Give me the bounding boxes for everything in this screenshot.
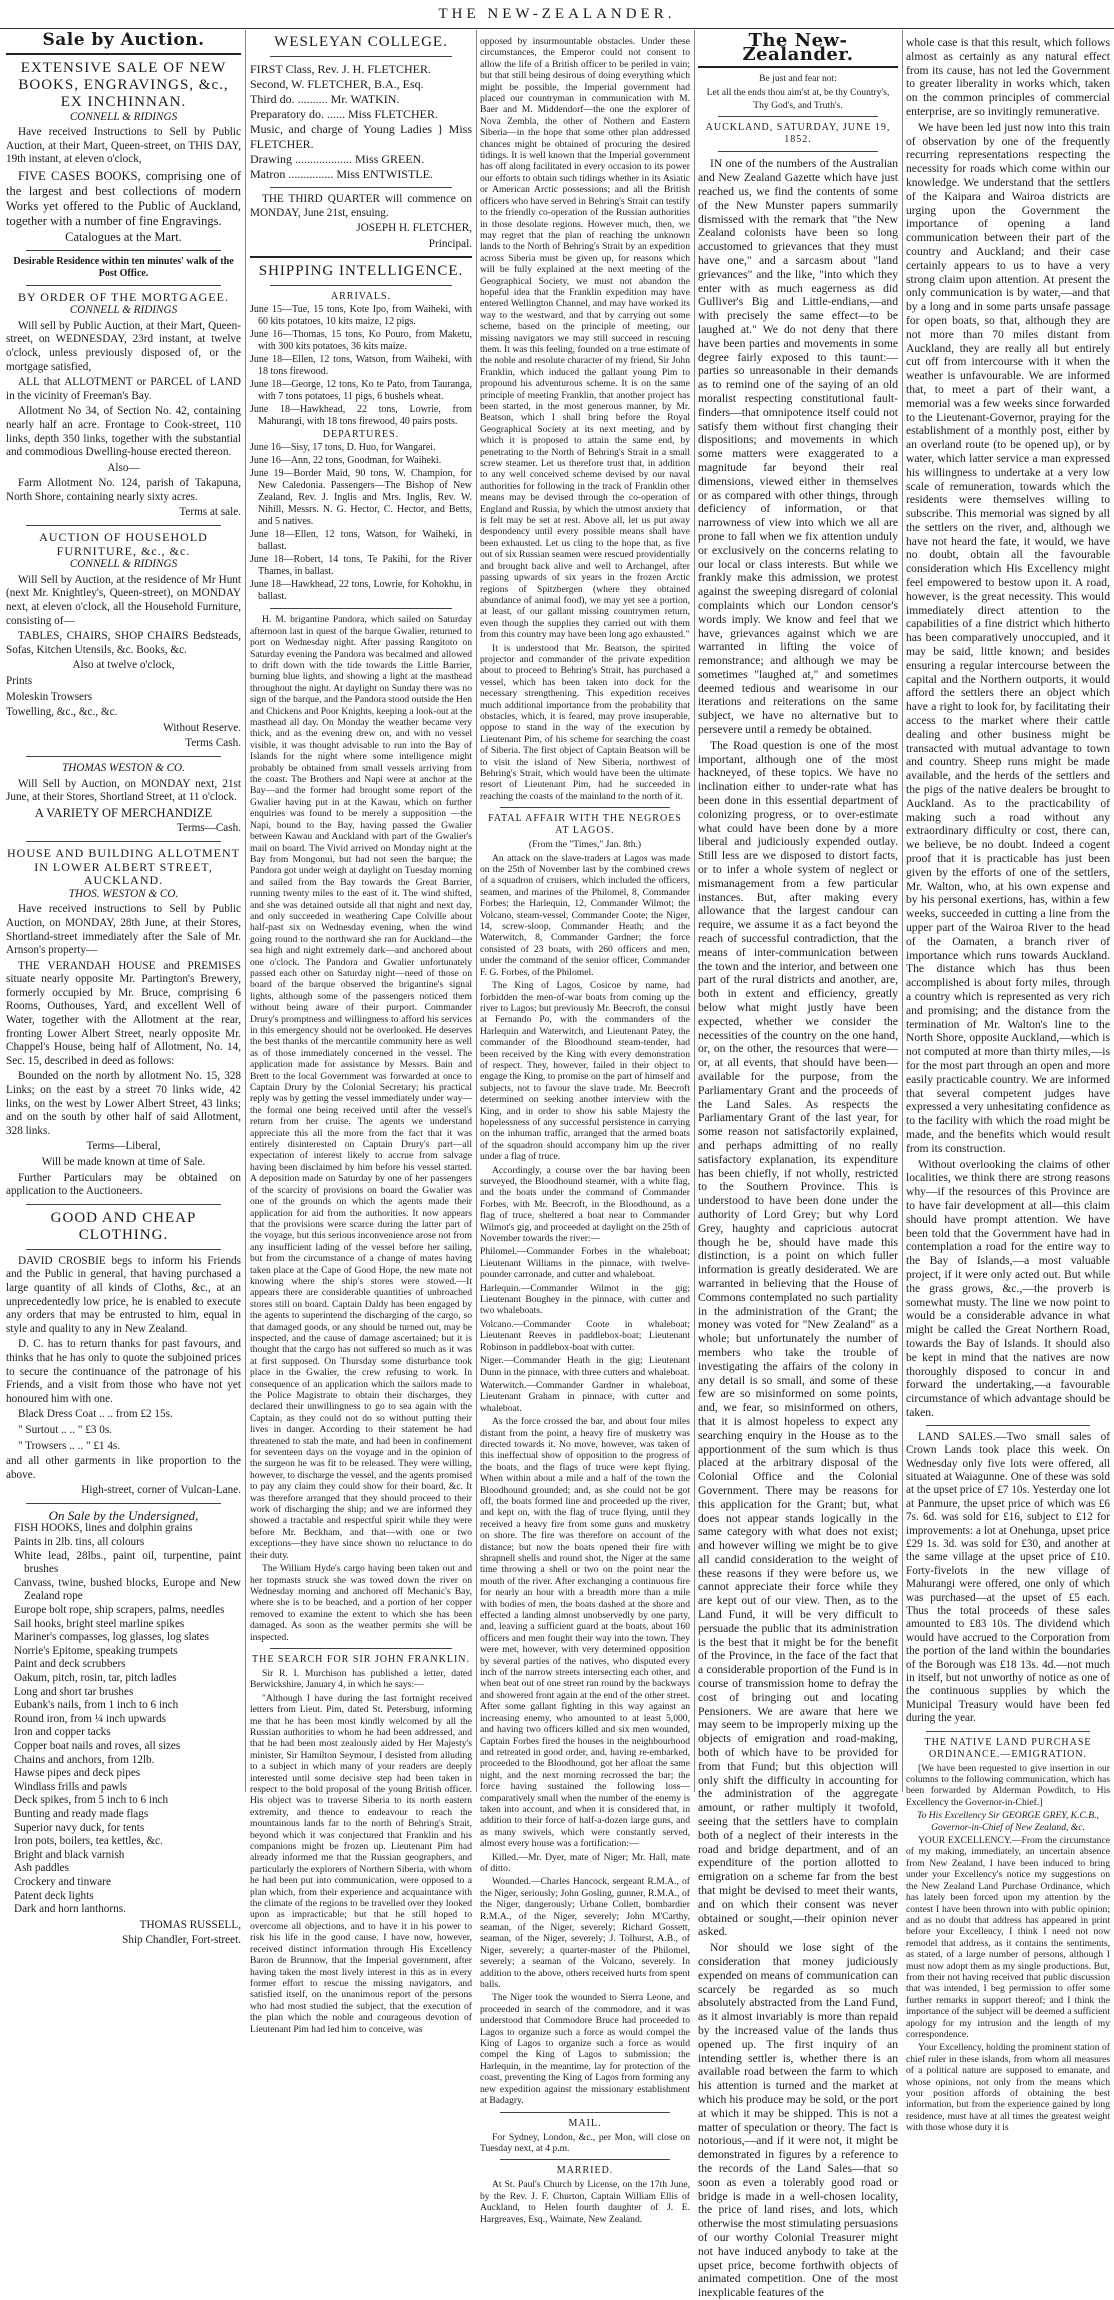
motto-line: Let all the ends thou aim'st at, be thy Country's, [706, 86, 890, 98]
franklin-intro: Sir R. I. Murchison has published a letter, dated Berwickshire, January 4, in which he says:— [250, 1667, 472, 1691]
masthead-rule [0, 28, 1114, 29]
ad-house-lot: THE VERANDAH HOUSE and PREMISES situate nearly opposite Mr. Partington's Brewery, formerly occupied by Mr. Bruce, comprising 6 Rooms, Outhouses, Yard, and excellent Well of Water, together with the Allotment at the rear, fronting Lower Albert Street, nearly opposite Mr. Chappel's House, being half of Allotment, No. 14, Sec. 15, described in deed as follows: [6, 959, 241, 1067]
lagos-body3: Accordingly, a course over the bar having been surveyed, the Bloodhound steamer, with a white flag, and the boats under the command of Commander Forbes, with Mr. Beecroft, in the Bloodhound, as a flag of truce, sheltered a boat near to Commander Wilmot's gig, and proceeded at daylight on the 25th of November towards the river:— [480, 1164, 690, 1245]
college-staff-item: FIRST Class, Rev. J. H. FLETCHER. [250, 62, 432, 76]
arrival-entry: June 18—Hawkhead, 22 tons, Lowrie, from Mahurangi, with 18 tons firewood, 40 pairs posts. [250, 404, 472, 428]
ad-books-body: Have received Instructions to Sell by Public Auction, at their Mart, Queen-street, on THIS DAY, 19th instant, at eleven o'clock, [6, 126, 241, 166]
college-sign: JOSEPH H. FLETCHER, [356, 222, 472, 235]
divider [270, 1648, 452, 1649]
ad-furniture-firm: CONNELL & RIDINGS [69, 558, 178, 571]
mail-title: MAIL. [568, 2117, 602, 2129]
divider [500, 2112, 670, 2113]
editorial-cont-p3: Without overlooking the claims of other localities, we think there are strong reasons why—if the resources of this Province are to have fair development at all—this claim should have prompt attention. We have been told that the Government have had in contemplation a road for the entire way to the Bay of Islands,—a most valuable project, if it were only acted out. But while the grass grows, &c.,—the proverb is somewhat musty. The line we now point to would be a considerable advance in what might be called the Great Northern Road, towards the Bay of Islands. It should also be kept in mind that the natives are now thoroughly disposed to concur in and forward the undertaking,—a favourable circumstance of which advantage should be taken. [906, 1157, 1110, 1419]
column-5 [906, 34, 1110, 2134]
ad-chandler-sign: THOMAS RUSSELL, [139, 1918, 241, 1931]
lagos-body4: As the force crossed the bar, and about four miles distant from the point, a heavy fire of musketry was directed towards it. No move, however, was taken of this ineffectual show of opposition to the progress of the boats, and the flags of truce were kept flying. When within about a mile and a half of the town the Bloodhound grounded; and, as she could not be got off, the boats formed line and proceeded up the river, and kept on, with the flag of truce flying, until they received a heavy fire from some guns and musketry on shore. The fire was therefore on account of the distance; but now the boats opened their fire with shrapnell shells and round shot, the Niger at the same time throwing a shell or two on the point near the mouth of the river. After exchanging a continuous fire for nearly an hour with a breadth more than a mile with bodies of men, the boats dashed at the shore and effected a landing almost unobservedly by one party, and, leaving a sufficient guard at the boats, about 160 officers and men fought their way into the town. They were met, however, with very determined opposition by several parties of the natives, who disputed every inch of the narrow streets intersecting each other, and when beat out of one street ran round by the backways and showered front again at the end of the other street. After some gallant fighting in this way against an increasing enemy, who amounted to at least 5,000, and having two officers killed and six men wounded, Captain Forbes fired the houses in the neighbourhood and retreated in good order, and, having re-embarked, proceeded to the Bloodhound, got her afloat the same night, and the next morning recrossed the bar; the force having sustained the following loss—comparatively small when the number of the enemy is taken into account, and when it is considered that, in addition to their force of half-a-dozen large guns, and as many swivels, which were constantly served, almost every house was a fortification:— [480, 1416, 690, 1850]
chandler-item: Sail hooks, bright steel marline spikes [14, 1617, 185, 1630]
chandler-item: Hawse pipes and deck pipes [14, 1767, 141, 1780]
chandler-item: Round iron, from ¼ inch upwards [14, 1712, 166, 1725]
ad-house-further: Further Particulars may be obtained on application to the Auctioneers. [6, 1171, 241, 1198]
divider [500, 807, 670, 808]
lagos-source: (From the "Times," Jan. 8th.) [528, 839, 642, 851]
ad-books-title: EXTENSIVE SALE OF NEW BOOKS, ENGRAVINGS, &c., EX INCHINNAN. [18, 59, 229, 110]
ad-merch-firm: THOMAS WESTON & CO. [62, 761, 185, 774]
departure-entry: June 18—Robert, 14 tons, Te Pakihi, for the River Thames, in ballast. [250, 554, 472, 578]
editorial-p1: IN one of the numbers of the Australian and New Zealand Gazette which have just reached us, we find the contents of some of the New Munster papers summarily dismissed with the remark that "the New Zealand colonists have been so long accustomed to grievances that they must have one," and a sarcasm about "land grievances" and the like, "into which they enter with as much eagerness as did Gulliver's Big and Little-endians,—and with precisely the same effect—to be laughed at." We do not deny that there have been parties and movements in some degree fairly exposed to this taunt:—parties so unreasonable in their demands as to remind one of the saying of an old moralist respecting constitutional fault-finders—that omnipotence itself could not satisfy them without first changing their dispositions; and movements in which some matters were exaggerated to a magnitude far beyond their real dimensions, viewed either in themselves or as compared with other things, through deficiency of information, or that narrowness of view into which we all are prone to fall when we fix attention unduly or exclusively on the concerns relating to our local or class interests. But while we frankly make this admission, we protest against the sweeping disregard of colonial complaints which our London censor's words imply. We know and feel that we have, grievances against which we are warranted in lifting the voice of remonstrance; and although we may be sometimes "laughed at," and sometimes deemed tedious and wearisome in our iterations and reiterations on the same subject, we have no alternative but to persevere until a remedy be obtained. [698, 157, 898, 737]
chandler-item: Eubank's nails, from 1 inch to 6 inch [14, 1699, 179, 1712]
ad-furniture-body: Will Sell by Auction, at the residence of Mr Hunt (next Mr. Knightley's, Queen-street), on MONDAY next, at eleven o'clock, all the Household Furniture, consisting of— [6, 573, 241, 627]
married-body: At St. Paul's Church by License, on the 17th June, by the Rev. J. F. Churton, Captain William Ellis of Auckland, to Helen fourth daughter of J. E. Hargreaves, Esq., Waimate, New Zealand. [480, 2179, 690, 2225]
college-staff-item: Music, and charge of Young Ladies } Miss FLETCHER. [250, 122, 472, 151]
departures-list [250, 442, 472, 603]
franklin-title: THE SEARCH FOR SIR JOHN FRANKLIN. [251, 1653, 471, 1665]
ad-house-title: HOUSE AND BUILDING ALLOTMENT IN LOWER ALBERT STREET, AUCKLAND. [7, 845, 240, 888]
ad-house-body: Have received instructions to Sell by Public Auction, on MONDAY, 28th June, at their Stores, Shortland-street immediately after the Sale of Mr. Arnson's property— [6, 903, 241, 957]
ad-residence-lot: ALL that ALLOTMENT or PARCEL of LAND in the vicinity of Freeman's Bay. [6, 376, 241, 402]
college-staff-item: Preparatory do. ...... Miss FLETCHER. [250, 107, 438, 121]
shipping-title: SHIPPING INTELLIGENCE. [258, 263, 464, 280]
native-land-body: YOUR EXCELLENCY.—From the circumstance of my making, immediately, an uncertain absence from New Zealand, I have been induced to bring under your Excellency's notice my suggestions on the New Zealand Land Purchase Ordinance, which has lately been forced upon my attention by the contest I have been thrown into with public opinion; and as no doubt that address has appeared in print before your Excellency, I think I need not now remodel that address, as it contains the sentiments, as stated, of a large number of persons, although I must now adopt them as my single productions. But, from their not having received that public discussion that was intended, I beg permission to offer some further remarks in support thereof; and I think the importance of the subject will be deemed a sufficient apology for my intrusion and the length of my correspondence. [906, 1835, 1110, 2040]
chandler-item: Dark and horn lanthorns. [14, 1903, 126, 1916]
column-1 [6, 30, 241, 1947]
masthead: THE NEW-ZEALANDER. [438, 6, 676, 22]
chandler-item: Iron and copper tacks [14, 1726, 111, 1739]
dateline: AUCKLAND, SATURDAY, JUNE 19, 1852. [705, 122, 891, 146]
lagos-crew-entry: Harlequin.—Commander Wilmot in the gig; Lieutenant Boughey in the pinnace, with cutter and two whaleboats. [480, 1282, 690, 1317]
mail-body: For Sydney, London, &c., per Mon, will close on Tuesday next, at 4 p.m. [480, 2131, 690, 2154]
arrival-entry: June 18—George, 12 tons, Ko te Pato, from Tauranga, with 7 tons potatoes, 11 pigs, 6 bushels wheat. [250, 379, 472, 403]
native-land-body2: Your Excellency, holding the prominent station of chief ruler in these islands, from whom all measures of a political nature are supposed to emanate, and whose opinions, not only from the means which your position affords of obtaining the best information, but from the experience gained by long residence, must have at all times the greatest weight with those whose duty it is [906, 2042, 1110, 2134]
divider [270, 285, 452, 286]
departure-entry: June 16—Sisy, 17 tons, D. Huo, for Wangarei. [250, 442, 436, 454]
ad-house-bounds: Bounded on the north by allotment No. 15, 328 Links; on the east by a street 70 links wide, 42 links, on the west by Lower Albert Street, 43 links; and on the south by other half of said Allotment, 328 links. [6, 1070, 241, 1137]
college-staff-item: Third do. .......... Mr. WATKIN. [250, 92, 400, 106]
divider [6, 53, 241, 55]
arrival-entry: June 15—Tue, 15 tons, Kote Ipo, from Waiheki, with 60 kits potatoes, 10 kits maize, 12 pigs. [250, 304, 472, 328]
chandler-item: FISH HOOKS, lines and dolphin grains [14, 1522, 193, 1535]
college-staff-item: Drawing ................... Miss GREEN. [250, 152, 425, 166]
ad-clothing-body2: D. C. has to return thanks for past favours, and thinks that he has only to quote the subjoined prices to secure the continuance of the patronage of his Friends, and a visit from those who have not yet honoured him with one. [6, 1338, 241, 1405]
ad-chandler-list [6, 1522, 241, 1916]
chandler-item: Superior navy duck, for tents [14, 1821, 145, 1834]
ad-furniture-without: Without Reserve. [163, 721, 241, 734]
column-divider [245, 30, 246, 1792]
editorial-cont-p2: We have been led just now into this train of observation by one of the frequently recurring representations respecting the necessity for roads which come within our knowledge. We understand that the settlers of the Kaipara and Wairoa districts are urging upon the Government the importance of opening a land communication between their part of the country and Auckland; and their case certainly appears to us to have a very strong claim upon attention. At present the only communication is by water,—and that by a long and in some parts unsafe passage for open boats, so that, although they are not more than 70 miles distant from Auckland, they are really all but entirely cut off from intercourse with it when the weather is unfavourable. We are informed that, to meet a part of their want, a memorial was a few weeks since forwarded to the Lieutenant-Governor, praying for the establishment of a monthly post, either by an overland route (to be opened up), or by water, which latter service a man expressed his willingness to undertake at a very low scale of remuneration, towards which the residents were themselves willing to subscribe. This memorial was signed by all the settlers on the river, and, although we have not heard the fate, it would, we have no doubt, obtain all the favourable consideration which His Excellency might feel empowered to bestow upon it. A road, however, is the great necessity. This would immediately direct attention to the capabilities of a fine district which hitherto has been comparatively unoccupied, and it may be said, little known; and besides ensuring a regular intercourse between the capital and the Northern outports, it would afford the settlers there an object which have a right to look for, by facilitating their access to the market where their cattle dealing and other business might be transacted with mutual advantage to town and country. Sheep runs might be made available, and the herds of the settlers and the pigs of the native dealers be brought to Auckland. As to the practicability of making such a road without any extraordinary difficulty or cost, there can, we believe, be no doubt. Indeed a cogent proof that it is practicable has just been given by the efforts of one of the settlers, Mr. Walton, who, at his own expense and by his personal exertions, has, within a few weeks, succeeded in cutting a line from the upper part of the Wairoa River to the head of the Oamaten, a branch river of importance which runs towards Auckland. The distance which has thus been accomplished is about forty miles, through a country which is represented as very rich and promising; and the distance from the termination of Mr. Walton's line to the North Shore, opposite Auckland,—which is not computed at more than thirty miles,—is for the most part through an open and more easily practicable country. We are informed that several competent judges have expressed a very unhesitating confidence as to the facility with which the road might be made, and the benefits which would result from its construction. [906, 120, 1110, 1155]
arrivals-list [250, 304, 472, 428]
departure-entry: June 19—Border Maid, 90 tons, W. Champion, for New Caledonia. Passengers—The Bishop of New Zealand, Rev. J. Inglis and Mrs. Inglis, Rev. W. Nihill, Messrs. N. G. Hector, C. Hector, and Betts, and 5 natives. [250, 468, 472, 528]
lagos-body: An attack on the slave-traders at Lagos was made on the 25th of November last by the combined crews of a squadron of cruisers, which included the officers, seamen, and marines of the Philomel, 8, Commander Forbes; the Harlequin, 12, Commander Wilmot; the Volcano, steam-vessel, Commander Coote; the Niger, 14, screw-sloop, Commander Heath; and the Waterwitch, 8, Commander Gardner; the force consisted of 23 boats, with 260 officers and men, under the command of the senior officer, Commander F. G. Forbes, of the Philomel. [480, 852, 690, 978]
sale-by-auction-header: Sale by Auction. [42, 30, 205, 50]
divider [26, 525, 221, 526]
lagos-wounded: Wounded.—Charles Hancock, sergeant R.M.A., of the Niger, seriously; John Gosling, gunner, R.M.A., of the Niger, dangerously; Urbane Collett, bombardier R.M.A., of the Niger, severely; John M'Carthy, seaman, of the Niger, severely; Richard Gossett, seaman, of the Niger, severely; J. Tolhurst, A.B., of Niger, severely; a quarter-master of the Philomel, severely; a seaman of the Volcano, severely. In addition to the above, others received hurts from spent balls. [480, 1876, 690, 1991]
ad-clothing-body: DAVID CROSBIE begs to inform his Friends and the Public in general, that having purchased a large quantity of all kinds of Cloths, &c., at an unprecedentedly low price, he is enabled to execute any orders that may be entrusted to him, equal in style and quality to any in New Zealand. [6, 1254, 241, 1335]
arrivals-label: ARRIVALS. [330, 291, 392, 303]
column-divider [694, 30, 695, 1792]
chandler-item: Chains and anchors, from 12lb. [14, 1753, 155, 1766]
divider [926, 1731, 1090, 1732]
chandler-item: Crockery and tinware [14, 1875, 111, 1888]
ad-merch-terms: Terms—Cash. [176, 822, 241, 835]
ad-residence-sub: BY ORDER OF THE MORTGAGEE. [18, 289, 229, 304]
lagos-crew-entry: Waterwitch.—Commander Gardner in whaleboat, Lieutenant Graham in pinnace, with cutter and whaleboat. [480, 1379, 690, 1414]
chandler-item: Paints in 2lb. tins, all colours [14, 1536, 145, 1549]
lagos-crew-entry: Philomel.—Commander Forbes in the whaleboat; Lieutenant Williams in the pinnace, with twelve-pounder carronade, and cutter and whaleboat. [480, 1246, 690, 1281]
ad-furniture-item: Towelling, &c., &c., &c. [6, 706, 118, 719]
chandler-item: Deck spikes, from 5 inch to 6 inch [14, 1794, 169, 1807]
lagos-title: FATAL AFFAIR WITH THE NEGROES AT LAGOS. [488, 813, 682, 837]
lagos-crews-list [480, 1246, 690, 1414]
ad-residence-body: Will sell by Public Auction, at their Mart, Queen-street, on WEDNESDAY, 23rd instant, at twelve o'clock, unless previously disposed of, or the mortgage satisfied, [6, 319, 241, 373]
college-staff-item: Second, W. FLETCHER, B.A., Esq. [250, 77, 424, 91]
franklin-continued: opposed by insurmountable obstacles. Under these circumstances, the Emperor could not consent to allow the life of a British officer to be periled in vain; but that still being desirous of doing everything which might be possible, the Imperial government had placed our countryman in communication with M. Baer and M. Middendorf—the one the explorer of Nova Zembla, the other of Nothern and Eastern Siberia—in the hope that some other plan addressed chances might be obtained of procuring the desired tidings. It is well known that the Imperial government has off along facilitated in every occasion to its power our efforts to obtain such tidings whether in its Asiatic or American Arctic possessions; and all the British officers who have served in Behring's Strait can testify to the friendly co-operation of the Russian authorities in those desolate regions. However much, then, we may regret that the plan of reaching the unknown lands to the North of Behring's Strait by an expedition across Siberia must be given up, for reasons which will be fully explained at the next meeting of the Geographical Society, we must not abandon the hopeful idea that the Franklin expedition may have entered Wellington Channel, and may have worked its way to the westward, and that by carrying out some scheme, based on the principle of meeting, our missing navigators we may still succeed in rescuing them. It was this feeling, founded on a true estimate of the noble and resolute character of my friend, Sir John Franklin, which induced the gallant young Pim to propound his adventurous scheme. It is on the same principle of meeting Franklin, that another project has been started, in the most generous manner, by Mr. Beatson, which I shall bring before the Royal Geographical Society at its next meeting, and by which it is proposed to attain the same end, by penetrating to the North of Behring's Strait in a small screw steamer. Let us therefore trust that, in addition to any well conceived scheme devised by our naval authorities for following in the track of Franklin other means may be devised through the co-operation of England and Russia, by which the utmost anxiety that is felt may be set at rest. Above all, let us put away despondency until every possible means shall have been exhausted. Let us cling to the hope that, as five out of six Russian seamen were rescued providentially and brought back alive and well to Archangel, after passing upwards of six years in the frozen Arctic regions of Spitzbergen (where they obtained abundance of animal food), we may yet see a portion, at least, of our gallant missing countrymen return, even though the supplies they carried out with them from this country may have been long ago exhausted." [480, 36, 690, 641]
lagos-killed: Killed.—Mr. Dyer, mate of Niger; Mr. Hall, mate of ditto. [480, 1851, 690, 1874]
native-land-intro: [We have been requested to give insertion in our columns to the following communication, which has been forwarded by Alderman Powditch, to His Excellency the Governor-in-Chief.] [906, 1762, 1110, 1808]
chandler-item: White lead, 28lbs., paint oil, turpentine, paint brushes [14, 1549, 241, 1576]
chandler-item: Bunting and ready made flags [14, 1807, 149, 1820]
college-notice: THE THIRD QUARTER will commence on MONDAY, June 21st, ensuing. [250, 193, 472, 219]
column-2 [250, 34, 472, 2035]
divider [926, 1425, 1090, 1426]
divider [270, 187, 452, 188]
chandler-item: Iron pots, boilers, tea kettles, &c. [14, 1835, 163, 1848]
ad-furniture-item: Moleskin Trowsers [6, 690, 93, 703]
lagos-crew-entry: Volcano.—Commander Coote in whaleboat; Lieutenant Reeves in paddlebox-boat; Lieutenant Robinson in paddlebox-boat with cutter. [480, 1318, 690, 1353]
chandler-item: Copper boat nails and roves, all sizes [14, 1739, 181, 1752]
ad-house-terms2: Will be made known at time of Sale. [41, 1156, 206, 1168]
divider [250, 256, 472, 258]
ad-furniture-title: AUCTION OF HOUSEHOLD FURNITURE, &c., &c. [39, 530, 208, 558]
ad-house-firm: THOS. WESTON & CO. [68, 887, 179, 900]
ad-clothing-price: Black Dress Coat .. .. from £2 15s. [18, 1408, 173, 1421]
divider [698, 66, 898, 68]
departures-label: DEPARTURES. [322, 429, 400, 441]
land-sales-paragraph: LAND SALES.—Two small sales of Crown Lands took place this week. On Wednesday only five lots were offered, all situated at Waiagunne. One of these was sold at the upset price of £7 10s. Yesterday one lot at Panmure, the upset price of which was £6 7s. 6d. was sold for £16, subject to £12 for improvements: a lot at Onehunga, upset price £29 1s. 3d. was sold for £30, and another at the same village at the upset price of £10. Forty-fivelots in the new village of Mahurangi were offered, one only of which was purchased—at the upset of £5 each. Thus the total proceeds of these sales amounted to £83 10s. The dividend which would have accrued to the Corporation from the portion of the land within the boundaries of the Borough was £18 13s. 4d.—not much in itself, but not unworthy of notice as one of the continuous supplies by which the Municipal Treasury would have been fed during the year. [906, 1430, 1110, 1725]
chandler-item: Canvass, twine, bushed blocks, Europe and New Zealand rope [14, 1576, 241, 1603]
divider [26, 756, 221, 757]
departure-entry: June 18—Hawkhead, 22 tons, Lowrie, for Kohokhu, in ballast. [250, 579, 472, 603]
column-divider [476, 30, 477, 1792]
lagos-body5: The Niger took the wounded to Sierra Leone, and proceeded in search of the commodore, and it was understood that Commodore Bruce had proceeded to Lagos to organize such a force as would compel the King of Lagos to organize such a force as would compel the King of Lagos to submission; the Harlequin, in the meantime, lay for protection of the coast, preventing the King of Lagos from forming any new expedition against the missionary establishment at Badagry. [480, 1992, 690, 2107]
native-land-address: To His Excellency Sir GEORGE GREY, K.C.B., Governor-in-Chief of New Zealand, &c. [917, 1810, 1099, 1833]
arrival-entry: June 16—Thomas, 15 tons, Ko Pouro, from Maketu, with 300 kits potatoes, 36 kits maize. [250, 329, 472, 353]
chandler-item: Bright and black varnish [14, 1848, 125, 1861]
divider [26, 1249, 221, 1250]
ad-residence-terms: Terms at sale. [179, 506, 241, 519]
chandler-item: Europe bolt rope, ship scrapers, palms, needles [14, 1604, 225, 1617]
ad-house-terms: Terms—Liberal, [86, 1140, 161, 1153]
chandler-item: Norrie's Epitome, speaking trumpets [14, 1644, 178, 1657]
franklin-body: "Although I have during the last fortnight received letters from Lieut. Pim, dated St. Petersburg, informing me that he has been most kindly welcomed by all the Russian authorities to whom he had been addressed, and that he had been most zealously aided by Her Majesty's minister, Sir Hamilton Seymour, I desisted from alluding to a subject in which many of your readers are deeply interested until some decisive step had been taken in respect to the bold proposal of the young British officer. His object was to traverse Siberia to its north eastern extremity, and thence to endeavour to reach the mountainous lands far to the north of Behring's Strait, beyond which it was conjectured that Franklin and his companions might be frozen up. Lieutenant Pim had already informed me that the Russian geographers, and particularly the explorers of Northern Siberia, with whom he had been put into communication, were opposed to a plan which, from their experience and acquaintance with the climate of the regions to be travelled over they looked upon as impracticable; but that he still hoped to overcome all objections, and to have it in his power to risk his life in the good cause. I have now, however, received distinct information through His Excellency Baron de Brunnow, that the Imperial government, after having taken the most lively interest in this as in every former effort to rescue the missing navigators, and satisfied itself, on the unanimous report of the persons who had most studied the subject, that the execution of the plan which the noble and courageous devotion of Lieutenant Pim had led him to conceive, was [250, 1692, 472, 2035]
chandler-item: Oakum, pitch, rosin, tar, pitch ladles [14, 1672, 177, 1684]
editorial-title: The New-Zealander. [742, 30, 854, 65]
ad-merch-body: Will Sell by Auction, on MONDAY next, 21st June, at their Stores, Shortland Street, at 11 o'clock. [6, 777, 241, 804]
ad-residence-title: Desirable Residence within ten minutes' walk of the Post Office. [13, 255, 234, 279]
column-divider [902, 30, 903, 1792]
departure-entry: June 16—Ann, 22 tons, Goodman, for Waiheki. [250, 455, 442, 467]
divider [26, 1503, 221, 1504]
lagos-crew-entry: Niger.—Commander Heath in the gig; Lieutenant Dunn in the pinnace, with three cutters and whaleboat. [480, 1355, 690, 1378]
divider [718, 151, 878, 152]
ad-chandler-title: On Sale by the Undersigned, [48, 1507, 199, 1523]
column-3 [480, 34, 690, 2225]
divider [270, 56, 452, 57]
ad-residence-detail: Allotment No 34, of Section No. 42, containing nearly half an acre. Frontage to Cook-street, 110 links, depth 350 links, together with the substantial and commodious Dwelling-house erected thereon. [6, 405, 241, 459]
ad-furniture-lot: TABLES, CHAIRS, SHOP CHAIRS Bedsteads, Sofas, Kitchen Utensils, &c. Books, &c. [6, 630, 241, 656]
motto-line: Be just and fear not: [759, 73, 837, 85]
franklin-continued2: It is understood that Mr. Beatson, the spirited projector and commander of the private expedition about to proceed to Behring's Strait, has purchased a vessel, which has been taken into dock for the necessary strengthening. This expedition receives much additional importance from the probability that obstacles, which, it is feared, may prove insuperable, oppose to stand in the way of the execution by Lieutenant Pim, of his scheme for searching the coast of Siberia. The first object of Captain Beatson will be to visit the island of New Siberia, northwest of Behring's Strait, which would have been the ultimate resort of Lieutenant Pim, had he succeeded in reaching the coasts of the mainland to the north of it. [480, 642, 690, 802]
college-title: WESLEYAN COLLEGE. [274, 34, 448, 50]
ad-clothing-price: " Trowsers .. .. " £1 4s. [18, 1439, 121, 1452]
arrival-entry: June 18—Ellen, 12 tons, Watson, from Waiheki, with 18 tons firewood. [250, 354, 472, 378]
shipping-report2: The William Hyde's cargo having been taken out and her topmasts struck she was towed down the river on Wednesday morning and anchored off Mechanic's Bay, where she is to be beached, and a portion of her copper removed to examine the extent to which she has been damaged. As soon as the weather permits she will be inspected. [250, 1563, 472, 1643]
ad-clothing-title: GOOD AND CHEAP CLOTHING. [50, 1209, 197, 1243]
divider [270, 608, 452, 609]
shipping-report: H. M. brigantine Pandora, which sailed on Saturday afternoon last in quest of the barque Gwalier, returned to port on Wednesday night. After passing Rangitoto on Saturday evening the Pandora was becalmed and allowed to drift down with the tide towards the Little Barrier, burning blue lights, and showing a light at the masthead throughout the night. At daylight on Sunday there was no sign of the barque, and the Pandora stood outside the Hen and Chickens and Poor Knights, keeping a look-out at the masthead all day. On Monday the weather became very thick, and as the evening drew on, and with no vessel visible, it was thought advisable to run into the Bay of Islands for the night where some intelligence might probably be obtained from small vessels arriving from the coast. The Brothers and Napi were at anchor at the Bay—and the former had brought some report of the Gwalier having put in at the Kawau, which on further enquiries was found to be merely a supposition —the Napi, bound to the Bay, having passed the Gwalier between Kawau and Auckland with part of the Gwalier's mail on board. The Vivid arrived on Monday night at the Bay from Mongonui, but had not seen the barque; the Pandora got under weigh at daylight on Tuesday morning and sailed from the Bay towards the Great Barrier, running twenty miles to the east of it. The wind shifted, and she was detained outside all that night and next day, and only succeeded in weathering Cape Colville about half-past six on Wednesday evening, when the wind going round to the northward she ran for Auckland—the sea high and night extremely dark—and anchored about one o'clock. The Pandora and Gwalier unfortunately passed each other on Saturday night—need of those on board of the barque observed the brigantine's signal lights, although some of the passengers noticed them without being aware of their purport. Commander Drury's promptness and willingness to afford his services in this emergency should not be overlooked. He deserves the best thanks of the mercantile community here as well as of those immediately concerned in the vessel. The application made for assistance by Messrs. Bain and Brett to the local Government was forwarded at once to Captain Drury by the Colonial Secretary; his practical reply was by getting the vessel immediately under way—the formal one being received until after the vessel's return from her cruise. The agents we understand appreciate this all the more from the fact that it was entirely disinterested on Captain Drury's part—all expectation of interest likely to accrue from salvage having been disclaimed by him before his vessel started. A deposition made on Saturday by one of her passengers of the scarcity of provisions on board the Gwalier was one of the grounds on which the agents made their application for aid from the authorities. It now appears that the provisions were scarce during the latter part of the voyage, but this serious inconvenience arose not from any insufficient lading of the vessel before her sailing, but from the circumstance of a change of mates having taken place at the Cape of Good Hope, the new mate not knowing where the ship's stores were stowed.—It appears there are considerable quantities of unbroached stores still on board. Captain Daldy has been engaged by the agents to superintend the discharging of the cargo, so that damaged goods, or any should be turned out, may be inspected, and the cause of damage ascertained; but it is thought that the cargo has not suffered so much as it was at first supposed. On Thursday some disturbance took place in the Gwalier, the crew refusing to work. In consequence of an application which the sailors made to the Police Magistrate to obtain their discharges, they declared their unwillingness to go to sea again with the Captain, as they could not do so without putting their lives in danger. According to their statement he had threatened to stab the mate, and had been in confinement for seventeen days on the voyage and in the opinion of the surgeon he was fit to be released. They were willing, however, to discharge the vessel, and the agents promised to pay any claim they could show for their board, &c. It was therefore arranged that they should proceed to their work of discharging the ship; and we are informed they showed a tractable and respectful spirit while they were before Mr. Beckham, and that—with one or two exceptions—they have since shown no reluctance to do their duty. [250, 614, 472, 1561]
chandler-item: Windlass frills and pawls [14, 1780, 127, 1793]
college-staff-list [250, 62, 472, 182]
editorial-cont-p1: whole case is that this result, which follows almost as certainly as any natural effect from its cause, has not led the Government to greater liberality in works which, taken on the common principles of commercial enterprise, are so invitingly remunerative. [906, 36, 1110, 118]
divider [26, 250, 221, 251]
editorial-p2: The Road question is one of the most important, although one of the most hackneyed, of these topics. We have no inclination either to under-rate what has been done in this essential department of colonizing progress, or to over-estimate what could have been done by a more liberal and judiciously expended outlay. Still less are we disposed to distort facts, or to infer a whole system of neglect or mismanagement from a few particular instances. But, after making every allowance that the largest candour can require, we assume it as a fact beyond the reach of successful contradiction, that the means of inter-communication between the town and the interior, and between one part of the rural districts and another, are, both in extent and efficiency, greatly below what might justly have been expected, whether we consider the necessities of the country on the one hand, or, on the other, the resources that were—or, at all events, that should have been—available for the purpose, from the Parliamentary Grant and the proceeds of the Land Sales. As respects the Parliamentary Grant of the last year, for some reason not satisfactorily explained, and perhaps admitting of no really satisfactory explanation, its expenditure has been chiefly, if not wholly, restricted to the Southern Province. This is understood to have been done under the authority of Lord Grey; but why Lord Grey, haughty and capricious autocrat though he be, should have made this distinction, is a point on which fuller information is greatly desiderated. We are warranted in believing that the House of Commons contemplated no such partiality in the administration of the Grant; the money was voted for "New Zealand" as a whole; but unfortunately the number of members who take the trouble of investigating the affairs of the colony in any detail is so small, and some of these few are so misinformed on some points, and, we fear, so misinformed on others, that it is almost hopeless to expect any searching enquiry in the House as to the apportionment of the sum which is thus placed at the arbitrary disposal of the Colonial Office and the Colonial Government. There may be reasons for this application for the Grant; but, what does not appear stands logically in the same category with what does not exist; and however willing we might be to give all candid consideration to the weight of these reasons if they were before us, we cannot appreciate their force while they are kept out of our view. Then, as to the Land Fund, it will be very difficult to persuade the public that its administration is the best that it might be for the benefit of the Province, in the face of the fact that a considerable proportion of the Fund is in course of transmission home to defray the cost of bringing out and locating Pensioners. We are aware that here we may seem to be improperly mixing up the objects of emigration and road-making, both of which have to be provided for from that Fund; but this objection will only shift the difficulty in accounting for the administration of the aggregate amount, or rather multiply it twofold, seeing that the settlers have to complain both of a neglect of their interests in the road and bridge department, and of an expenditure of the portion allotted to emigration on a scheme far from the best that might be devised to meet their wants, and on which their consent was never obtained or sought,—their opinion never asked. [698, 738, 898, 1939]
ad-residence-also: Farm Allotment No. 124, parish of Takapuna, North Shore, containing nearly sixty acres. [6, 477, 241, 503]
college-staff-item: Matron ............... Miss ENTWISTLE. [250, 167, 433, 181]
editorial-p3: Nor should we lose sight of the consideration that money judiciously expended on means of communication can scarcely be regarded as so much absolutely abstracted from the Land Fund, as it almost invariably is more than repaid by the increased value of the lands thus opened up. The first inquiry of an intending settler is, whether there is an available road between the farm to which his attention is turned and the market at which his produce may be sold, or the port at which it may be shipped. This is not a matter of speculation or theory. The fact is notorious,—and if it were not, it might be demonstrated in figures by a reference to the records of the Land Sales—that so soon as even a tolerably good road or bridge is made in a well-chosen locality, the price of land rises, and lots, which otherwise the most stimulating persuasions of our worthy Colonial Treasurer might not have induced anybody to take at the upset price, become forthwith objects of animated competition. One of the most inexplicable features of the [698, 1941, 898, 2300]
ad-merch-lot: A VARIETY OF MERCHANDIZE [34, 805, 213, 820]
native-land-title: THE NATIVE LAND PURCHASE ORDINANCE.—EMIGRATION. [924, 1736, 1092, 1760]
ad-clothing-address: High-street, corner of Vulcan-Lane. [81, 1484, 241, 1497]
chandler-item: Patent deck lights [14, 1889, 94, 1902]
ad-furniture-terms: Terms Cash. [185, 737, 241, 750]
chandler-item: Paint and deck scrubbers [14, 1658, 126, 1671]
divider [26, 1204, 221, 1205]
divider [26, 285, 221, 286]
ad-furniture-item: Prints [6, 675, 33, 687]
column-4 [698, 30, 898, 2300]
ad-clothing-body3: and all other garments in like proportion to the above. [6, 1455, 241, 1481]
ad-furniture-also: Also at twelve o'clock, [72, 659, 175, 672]
chandler-item: Long and short tar brushes [14, 1685, 134, 1698]
ad-books-lot: FIVE CASES BOOKS, comprising one of the largest and best collections of modern Works yet offered to the Public of Auckland, together with a number of fine Engravings. [6, 168, 241, 228]
departure-entry: June 18—Ellen, 12 tons, Watson, for Waiheki, in ballast. [250, 529, 472, 553]
divider [26, 841, 221, 842]
divider [718, 116, 878, 117]
ad-residence-also-label: Also— [107, 461, 140, 474]
ad-residence-firm: CONNELL & RIDINGS [69, 304, 178, 317]
motto-line: Thy God's, and Truth's. [753, 100, 843, 111]
ad-chandler-sign2: Ship Chandler, Fort-street. [122, 1934, 241, 1947]
married-title: MARRIED. [556, 2165, 614, 2177]
chandler-item: Mariner's compasses, log glasses, log slates [14, 1631, 209, 1644]
ad-clothing-price: " Surtout .. .. " £3 0s. [18, 1423, 112, 1436]
lagos-body2: The King of Lagos, Cosicoe by name, had forbidden the men-of-war boats from coming up the river to Lagos; but previously Mr. Beecroft, the consul at Fernando Po, with the commanders of the Harlequin and Waterwitch, and Lieutenant Patey, the commander of the Bloodhound steam-tender, had been received by the King with every demonstration of respect. They, however, failed in their object to engage the King, to promise on the part of himself and subjects, not to favour the slave trade. Mr. Beecroft determined on seeking another interview with the King, and in order to show his sable Majesty the hopelessness of any successful persistence in carrying on the inhuman traffic, arranged that the armed boats of the squadron should accompany him up the river under a flag of truce. [480, 980, 690, 1163]
ad-books-firm: CONNELL & RIDINGS [69, 110, 178, 123]
chandler-item: Ash paddles [14, 1862, 69, 1875]
ad-books-catalogues: Catalogues at the Mart. [65, 229, 182, 244]
college-sign2: Principal. [428, 237, 472, 250]
divider [500, 2159, 670, 2160]
